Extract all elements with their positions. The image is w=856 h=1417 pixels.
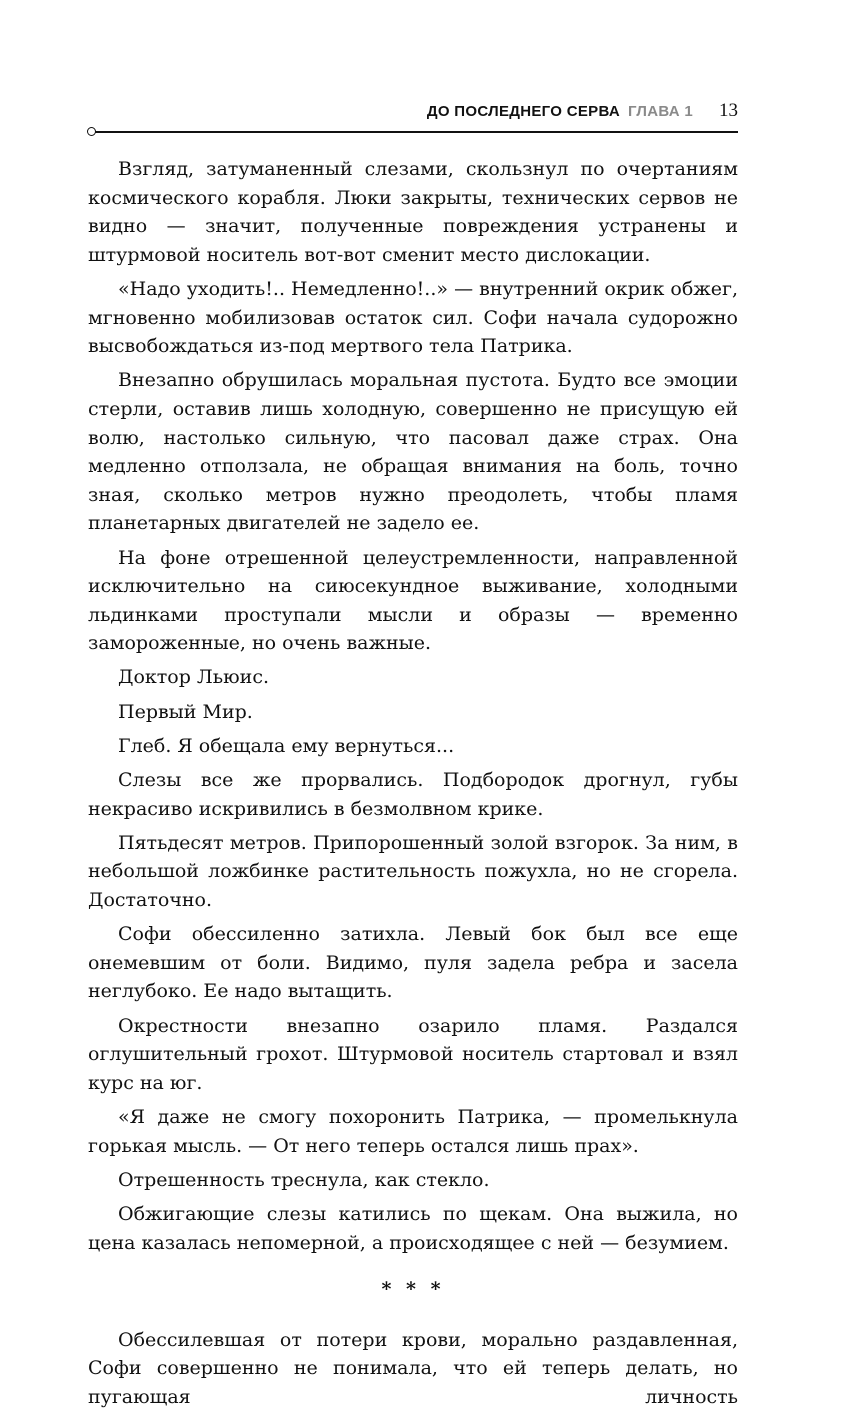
chapter-label: ГЛАВА 1 bbox=[627, 103, 693, 120]
paragraph: Взгляд, затуманенный слезами, скользнул по очертаниям космического корабля. Люки закрыты, технических сервов не видно — значит, полученные повреждения устранены и штурмовой носитель вот-вот сменит место дислокации. bbox=[88, 158, 738, 266]
body-text bbox=[88, 155, 738, 1417]
paragraph: Отрешенность треснула, как стекло. bbox=[118, 1168, 490, 1191]
paragraph: Обессилевшая от потери крови, морально раздавленная, Софи совершенно не понимала, что ей теперь делать, но пугающая личность bbox=[88, 1328, 738, 1408]
paragraph: Обжигающие слезы катились по щекам. Она выжила, но цена казалась непомерной, а происходящее с ней — безумием. bbox=[88, 1202, 738, 1254]
page-number: 13 bbox=[719, 100, 738, 121]
paragraph: Первый Мир. bbox=[118, 700, 253, 723]
paragraph: Внезапно обрушилась моральная пустота. Будто все эмоции стерли, оставив лишь холодную, совершенно не присущую ей волю, настолько сильную, что пасовал даже страх. Она медленно отползала, не обращая внимания на боль, точно зная, сколько метров нужно преодолеть, чтобы пламя планетарных двигателей не задело ее. bbox=[88, 369, 738, 535]
section-separator: * * * bbox=[381, 1278, 445, 1301]
book-title: ДО ПОСЛЕДНЕГО СЕРВА bbox=[426, 103, 620, 120]
paragraph: Глеб. Я обещала ему вернуться... bbox=[118, 734, 455, 757]
paragraph: Окрестности внезапно озарило пламя. Раздался оглушительный грохот. Штурмовой носитель стартовал и взял курс на юг. bbox=[88, 1014, 738, 1094]
paragraph: На фоне отрешенной целеустремленности, направленной исключительно на сиюсекундное выживание, холодными льдинками проступали мысли и образы — временно замороженные, но очень важные. bbox=[88, 546, 738, 655]
header-rule bbox=[95, 131, 738, 133]
paragraph: «Я даже не смогу похоронить Патрика, — промелькнула горькая мысль. — От него теперь остался лишь прах». bbox=[88, 1105, 738, 1157]
paragraph: «Надо уходить!.. Немедленно!..» — внутренний окрик обжег, мгновенно мобилизовав остаток сил. Софи начала судорожно высвобождаться из-под мертвого тела Патрика. bbox=[88, 277, 738, 358]
header-right-group bbox=[427, 100, 738, 122]
paragraph: Доктор Льюис. bbox=[118, 666, 269, 689]
paragraph: Софи обессиленно затихла. Левый бок был все еще онемевшим от боли. Видимо, пуля задела ребра и засела неглубоко. Ее надо вытащить. bbox=[88, 923, 738, 1003]
running-header bbox=[88, 100, 738, 124]
paragraph: Пятьдесят метров. Припорошенный золой взгорок. За ним, в небольшой ложбинке растительность пожухла, но не сгорела. Достаточно. bbox=[88, 831, 738, 911]
paragraph: Слезы все же прорвались. Подбородок дрогнул, губы некрасиво искривились в безмолвном крике. bbox=[88, 769, 738, 820]
